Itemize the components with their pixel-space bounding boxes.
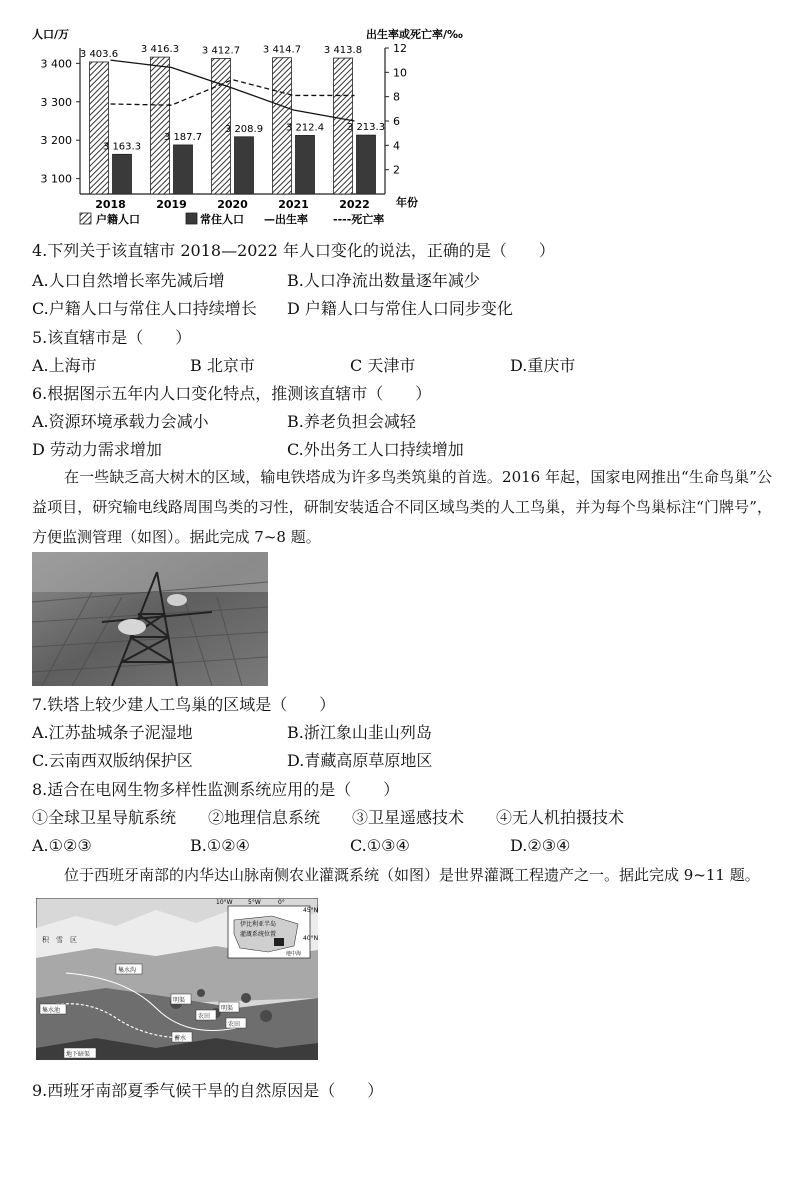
bar-changzhu-label-2020: 3 208.9 — [224, 123, 264, 135]
x-tick-label-2021: 2021 — [278, 198, 309, 211]
bar-changzhu-label-2019: 3 187.7 — [163, 131, 203, 143]
legend-swatch-changzhu — [186, 213, 197, 224]
q6-option-b[interactable]: B.养老负担会减轻 — [287, 412, 416, 431]
legend-death: ----死亡率 — [333, 213, 385, 226]
x-tick-label-2020: 2020 — [217, 198, 248, 211]
power-tower-photo — [32, 552, 268, 686]
inset-subtitle: 灌溉系统位置 — [240, 931, 277, 938]
q5-option-d[interactable]: D.重庆市 — [510, 356, 576, 375]
bar-huji-label-2020: 3 412.7 — [201, 45, 241, 57]
inset-lat-45n: 45°N — [303, 907, 318, 914]
left-tick-label: 3 400 — [40, 57, 72, 71]
right-tick-label: 6 — [393, 115, 400, 128]
q5-option-c[interactable]: C 天津市 — [350, 356, 416, 375]
q7-option-b[interactable]: B.浙江象山韭山列岛 — [287, 723, 432, 742]
x-tick-label-2018: 2018 — [95, 198, 126, 211]
x-axis-label: 年份 — [396, 196, 418, 209]
right-tick-label: 12 — [393, 42, 407, 55]
q4-option-b[interactable]: B.人口净流出数量逐年减少 — [287, 271, 480, 290]
bar-changzhu-label-2021: 3 212.4 — [285, 122, 325, 134]
bar-huji-label-2022: 3 413.8 — [323, 45, 363, 57]
q5-stem: 5.该直辖市是（ ） — [32, 328, 192, 347]
right-axis-label: 出生率或死亡率/‰ — [366, 28, 463, 41]
q7-option-c[interactable]: C.云南西双版纳保护区 — [32, 751, 193, 770]
label-snow-area: 积 雪 区 — [42, 936, 77, 944]
x-tick-label-2022: 2022 — [339, 198, 370, 211]
series-line-birth-rate — [111, 60, 355, 121]
q6-option-c[interactable]: C.外出务工人口持续增加 — [287, 440, 464, 459]
bar-changzhu-2021 — [296, 135, 315, 194]
left-tick-label: 3 200 — [40, 134, 72, 148]
label-reservoir: 蓄水 — [174, 1035, 187, 1042]
q8-option-a[interactable]: A.①②③ — [32, 836, 92, 855]
q8-stem: 8.适合在电网生物多样性监测系统应用的是（ ） — [32, 780, 400, 799]
q4-option-d[interactable]: D 户籍人口与常住人口同步变化 — [287, 299, 513, 318]
legend-changzhu: 常住人口 — [200, 213, 244, 226]
bar-changzhu-label-2022: 3 213.3 — [346, 122, 386, 134]
label-collect-ditch: 集水沟 — [118, 967, 137, 974]
q6-stem: 6.根据图示五年内人口变化特点，推测该直辖市（ ） — [32, 384, 432, 403]
inset-sea: 地中海 — [286, 951, 302, 957]
label-farmland-1: 农田 — [198, 1013, 211, 1020]
bar-huji-2018 — [90, 62, 109, 194]
inset-lat-40n: 40°N — [303, 935, 318, 942]
q4-stem: 4.下列关于该直辖市 2018—2022 年人口变化的说法，正确的是（ ） — [32, 241, 555, 260]
bar-huji-label-2019: 3 416.3 — [140, 44, 180, 56]
irrigation-landscape-map — [36, 898, 318, 1060]
q5-option-b[interactable]: B 北京市 — [190, 356, 255, 375]
bar-changzhu-label-2018: 3 163.3 — [102, 141, 142, 153]
population-chart — [28, 18, 488, 233]
bar-huji-label-2021: 3 414.7 — [262, 44, 302, 56]
q4-option-a[interactable]: A.人口自然增长率先减后增 — [32, 271, 225, 290]
passage-bird-nest: 在一些缺乏高大树木的区域，输电铁塔成为许多鸟类筑巢的首选。2016 年起，国家电网推出“生命鸟巢”公益项目，研究输电线路周围鸟类的习性，研制安装适合不同区域鸟类的人工鸟巢，并为每个鸟巢标注“门牌号”，方便监测管理（如图）。据此完成 7~8 题。 — [32, 468, 772, 546]
q8-option-b[interactable]: B.①②④ — [190, 836, 250, 855]
label-collect-pool: 集水池 — [42, 1007, 61, 1014]
q8-option-c[interactable]: C.①③④ — [350, 836, 410, 855]
q7-stem: 7.铁塔上较少建人工鸟巢的区域是（ ） — [32, 695, 336, 714]
right-tick-label: 8 — [393, 90, 400, 104]
inset-lon-10w: 10°W — [216, 899, 233, 906]
label-open-canal-2: 明渠 — [221, 1005, 234, 1012]
inset-map — [216, 899, 318, 958]
legend-birth: —出生率 — [264, 213, 308, 226]
q7-option-d[interactable]: D.青藏高原草原地区 — [287, 751, 433, 770]
label-underground-channel: 地下暗渠 — [66, 1051, 91, 1058]
x-tick-label-2019: 2019 — [156, 198, 187, 211]
legend-huji: 户籍人口 — [96, 213, 140, 226]
legend — [80, 212, 384, 226]
passage-irrigation: 位于西班牙南部的内华达山脉南侧农业灌溉系统（如图）是世界灌溉工程遗产之一。据此完成 9~11 题。 — [64, 866, 760, 884]
bar-huji-2019 — [151, 57, 170, 194]
q7-option-a[interactable]: A.江苏盐城条子泥湿地 — [32, 723, 193, 742]
q8-items: ①全球卫星导航系统 ②地理信息系统 ③卫星遥感技术 ④无人机拍摄技术 — [32, 808, 625, 827]
q9-stem: 9.西班牙南部夏季气候干旱的自然原因是（ ） — [32, 1081, 384, 1100]
left-tick-label: 3 100 — [40, 172, 72, 186]
inset-lon-0: 0° — [278, 899, 285, 906]
right-tick-label: 4 — [393, 139, 400, 153]
legend-swatch-huji — [80, 213, 91, 224]
label-farmland-2: 农田 — [228, 1021, 241, 1028]
left-axis-label: 人口/万 — [32, 28, 70, 41]
q5-option-a[interactable]: A.上海市 — [32, 356, 97, 375]
q4-option-c[interactable]: C.户籍人口与常住人口持续增长 — [32, 299, 257, 318]
bar-changzhu-2022 — [357, 135, 376, 194]
left-tick-label: 3 300 — [40, 95, 72, 109]
bar-changzhu-2019 — [174, 145, 193, 194]
bar-changzhu-2020 — [235, 137, 254, 194]
inset-title: 伊比利亚半岛 — [240, 921, 277, 928]
q6-option-a[interactable]: A.资源环境承载力会减小 — [32, 412, 209, 431]
q6-option-d[interactable]: D 劳动力需求增加 — [32, 440, 162, 459]
series-line-death-rate — [111, 80, 355, 106]
inset-lon-5w: 5°W — [248, 899, 261, 906]
right-tick-label: 2 — [393, 163, 400, 177]
right-tick-label: 10 — [393, 66, 407, 80]
q8-option-d[interactable]: D.②③④ — [510, 836, 571, 855]
label-open-canal-1: 明渠 — [173, 997, 186, 1004]
bar-huji-label-2018: 3 403.6 — [79, 48, 119, 60]
bar-changzhu-2018 — [113, 154, 132, 194]
